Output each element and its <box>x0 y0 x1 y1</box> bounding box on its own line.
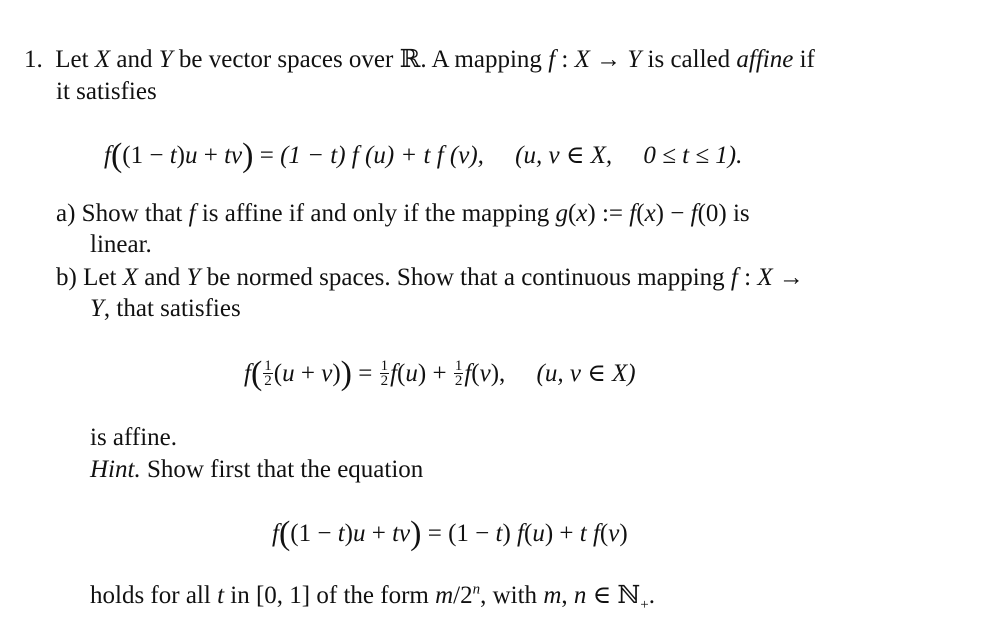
problem-intro-line1: 1. Let X and Y be vector spaces over ℝ. A mapping f : X → Y is called affine if <box>24 46 815 73</box>
problem-number: 1. <box>24 46 43 73</box>
part-a-line2: linear. <box>90 231 152 258</box>
part-a-label: a) <box>56 200 76 227</box>
problem-intro-line2: it satisfies <box>56 78 157 105</box>
part-b-line1: b) Let X and Y be normed spaces. Show that a continuous mapping f : X → <box>56 264 804 291</box>
reals-symbol: ℝ <box>399 46 421 73</box>
equation-midpoint: f( $\frac{1}{2}$ (u + v)) = $\frac{1}{2}$ f(u) + $\frac{1}{2}$ f(v), (u, v ∈ X) <box>244 355 636 392</box>
hint-line: Hint. Show first that the equation <box>90 456 424 483</box>
part-b-conclusion: is affine. <box>90 424 178 451</box>
part-a-line1: a) Show that f is affine if and only if the mapping g(x) := f(x) − f(0) is <box>56 200 750 227</box>
equation-affine-definition: f((1 − t)u + tv) = (1 − t) f (u) + t f (v), (u, v ∈ X, 0 ≤ t ≤ 1). <box>104 137 743 174</box>
hint-label: Hint. <box>90 456 141 483</box>
final-line: holds for all t in [0, 1] of the form m/2$^n$, with m, n ∈ ℕ$_+$. <box>90 581 655 613</box>
affine-term: affine <box>736 46 794 73</box>
part-b-line2: Y, that satisfies <box>90 295 241 322</box>
equation-dyadic: f((1 − t)u + tv) = (1 − t) f(u) + t f(v) <box>272 515 628 552</box>
part-b-label: b) <box>56 264 77 291</box>
